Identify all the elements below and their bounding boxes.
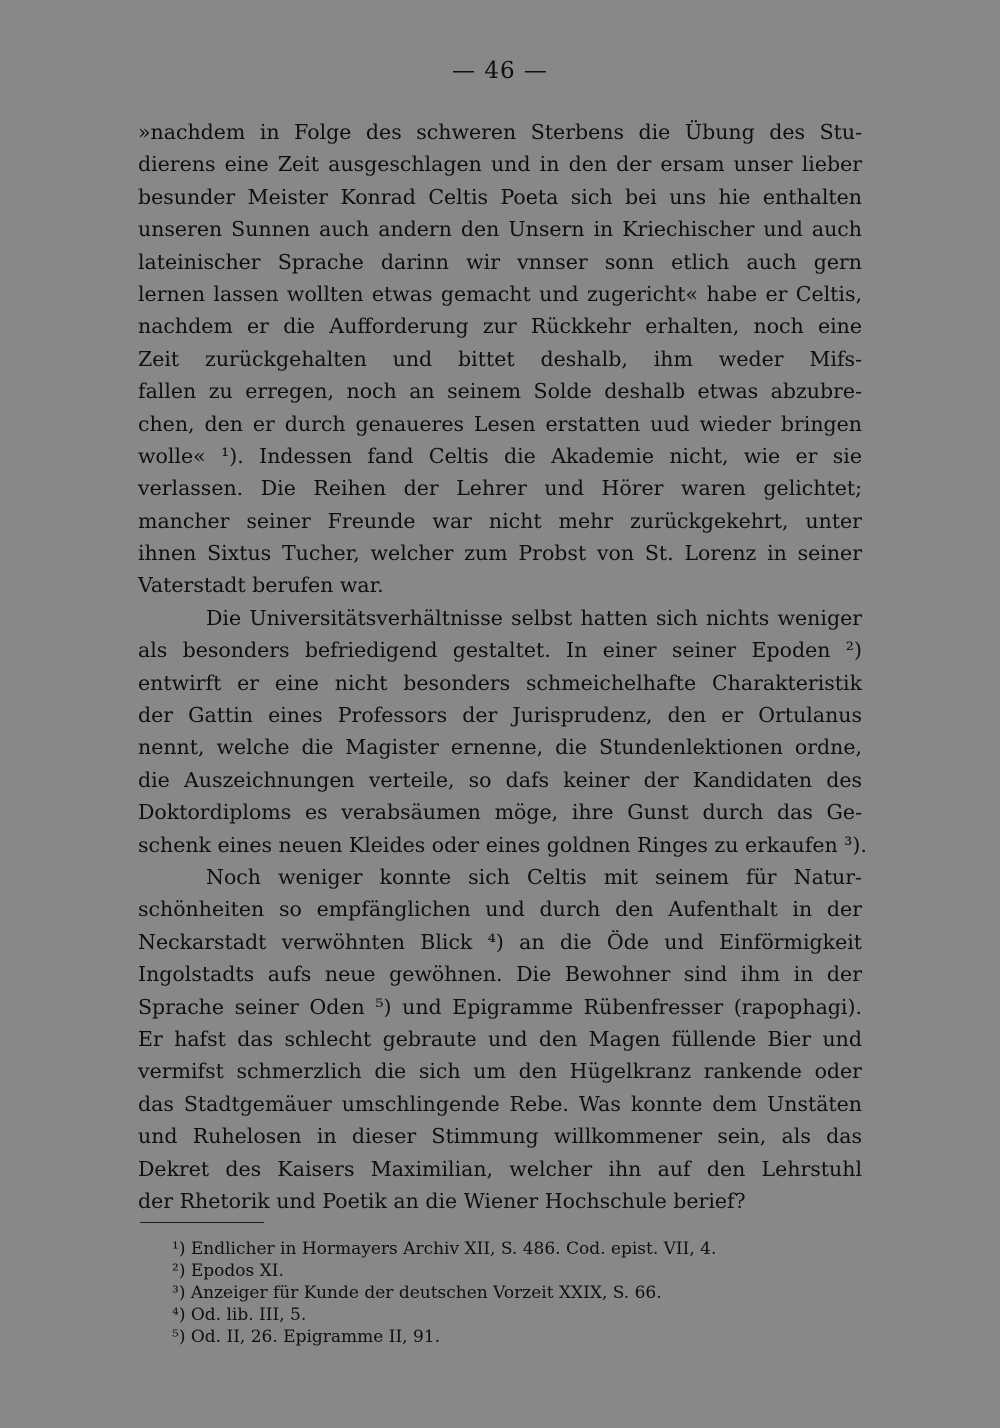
text-line: Noch weniger konnte sich Celtis mit seinem für Natur- [206, 864, 862, 889]
footnote-text: Od. lib. III, 5. [190, 1305, 307, 1325]
text-line: nennt, welche die Magister ernenne, die Stundenlektionen ordne, [138, 735, 862, 760]
text-line: der Rhetorik und Poetik an die Wiener Hochschule berief? [138, 1188, 746, 1213]
footnote-mark: ⁴) [172, 1305, 186, 1325]
footnote-text: Epodos XI. [190, 1261, 284, 1281]
text-line: Er hafst das schlecht gebraute und den Magen füllende Bier und [138, 1026, 862, 1051]
text-line: schönheiten so empfänglichen und durch den Aufenthalt in der [138, 897, 862, 922]
text-line: nachdem er die Aufforderung zur Rückkehr erhalten, noch eine [138, 314, 862, 339]
footnote-text: Endlicher in Hormayers Archiv XII, S. 486. Cod. epist. VII, 4. [190, 1239, 717, 1259]
text-line: entwirft er eine nicht besonders schmeichelhafte Charakteristik [138, 670, 862, 695]
text-line: Die Universitätsverhältnisse selbst hatten sich nichts weniger [206, 605, 862, 630]
text-line: und Ruhelosen in dieser Stimmung willkommener sein, als das [138, 1124, 862, 1149]
footnote-mark: ¹) [172, 1239, 186, 1259]
text-line: Vaterstadt berufen war. [138, 573, 384, 598]
body-text [138, 116, 867, 1217]
footnote [172, 1326, 872, 1348]
footnote-mark: ²) [172, 1261, 186, 1281]
footnote-text: Od. II, 26. Epigramme II, 91. [190, 1327, 441, 1347]
footnote-separator [140, 1222, 264, 1223]
page-number: — 46 — [452, 58, 548, 84]
text-line: verlassen. Die Reihen der Lehrer und Hörer waren gelichtet; [138, 476, 862, 501]
text-line: schenk eines neuen Kleides oder eines goldnen Ringes zu erkaufen ³). [138, 832, 867, 857]
footnotes [172, 1238, 872, 1348]
footnote [172, 1304, 872, 1326]
footnote-text: Anzeiger für Kunde der deutschen Vorzeit XXIX, S. 66. [190, 1283, 662, 1303]
text-line: der Gattin eines Professors der Jurisprudenz, den er Ortulanus [138, 703, 862, 728]
text-line: lateinischer Sprache darinn wir vnnser sonn etlich auch gern [138, 249, 862, 274]
footnote [172, 1260, 872, 1282]
footnote [172, 1282, 872, 1304]
text-line: die Auszeichnungen verteile, so dafs keiner der Kandidaten des [138, 767, 862, 792]
text-line: fallen zu erregen, noch an seinem Solde deshalb etwas abzubre- [138, 379, 862, 404]
text-line: Doktordiploms es verabsäumen möge, ihre Gunst durch das Ge- [138, 800, 862, 825]
text-line: lernen lassen wollten etwas gemacht und zugericht« habe er Celtis, [138, 281, 862, 306]
text-line: dierens eine Zeit ausgeschlagen und in den der ersam unser lieber [138, 152, 862, 177]
text-line: Zeit zurückgehalten und bittet deshalb, ihm weder Mifs- [138, 346, 862, 371]
footnote-mark: ³) [172, 1283, 186, 1303]
footnote-mark: ⁵) [172, 1327, 186, 1347]
text-line: das Stadtgemäuer umschlingende Rebe. Was konnte dem Unstäten [138, 1091, 862, 1116]
footnote [172, 1238, 872, 1260]
text-line: ihnen Sixtus Tucher, welcher zum Probst von St. Lorenz in seiner [138, 541, 862, 566]
text-line: mancher seiner Freunde war nicht mehr zurückgekehrt, unter [138, 508, 862, 533]
text-line: vermifst schmerzlich die sich um den Hügelkranz rankende oder [138, 1059, 862, 1084]
text-line: unseren Sunnen auch andern den Unsern in Kriechischer und auch [138, 217, 862, 242]
text-line: Sprache seiner Oden ⁵) und Epigramme Rübenfresser (rapophagi). [138, 994, 862, 1019]
text-line: wolle« ¹). Indessen fand Celtis die Akademie nicht, wie er sie [138, 443, 862, 468]
text-line: »nachdem in Folge des schweren Sterbens die Übung des Stu- [138, 120, 862, 144]
text-line: Ingolstadts aufs neue gewöhnen. Die Bewohner sind ihm in der [138, 962, 862, 987]
text-line: als besonders befriedigend gestaltet. In einer seiner Epoden ²) [138, 638, 862, 663]
text-line: Neckarstadt verwöhnten Blick ⁴) an die Öde und Einförmigkeit [138, 929, 862, 954]
text-line: Dekret des Kaisers Maximilian, welcher ihn auf den Lehrstuhl [138, 1156, 862, 1181]
text-line: chen, den er durch genaueres Lesen erstatten uud wieder bringen [138, 411, 862, 436]
text-line: besunder Meister Konrad Celtis Poeta sich bei uns hie enthalten [138, 184, 862, 209]
